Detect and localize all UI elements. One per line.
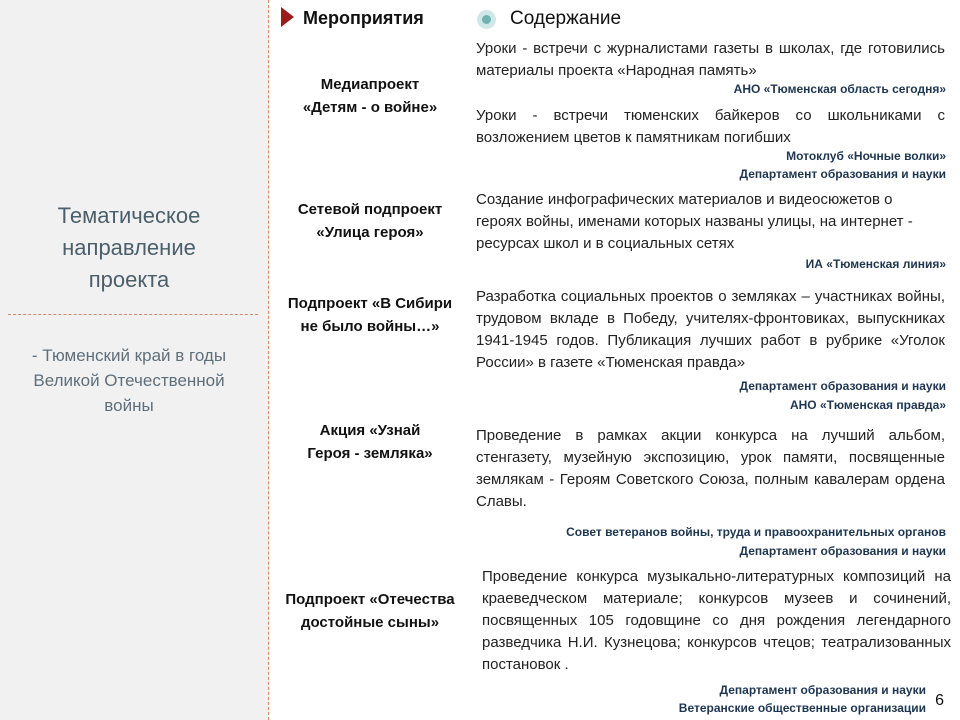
description-journalists: Уроки - встречи с журналистами газеты в школах, где готовились материалы проекта «Народная память» xyxy=(476,40,945,79)
sidebar-divider xyxy=(8,314,258,315)
event-worthy-sons: Подпроект «Отечества достойные сыны» xyxy=(285,591,455,631)
event-hero-action: Акция «Узнай Героя - земляка» xyxy=(307,422,433,462)
org-veteran-organizations: Ветеранские общественные организации xyxy=(678,701,926,715)
events-column-header: Мероприятия xyxy=(303,8,424,28)
org-tyumen-pravda: АНО «Тюменская правда» xyxy=(789,398,946,412)
description-infographics: Создание инфографических материалов и видеосюжетов о героях войны, именами которых названы улицы, на интернет - ресурсах школ и в социальных сетях xyxy=(476,191,913,252)
arrow-marker-icon xyxy=(281,7,294,27)
content-column-header: Содержание xyxy=(510,8,622,29)
org-education-dept: Департамент образования и науки xyxy=(739,379,946,393)
org-education-dept: Департамент образования и науки xyxy=(739,544,946,558)
org-veterans-council: Совет ветеранов войны, труда и правоохранительных органов xyxy=(566,525,946,539)
description-album-contest: Проведение в рамках акции конкурса на лучший альбом, стенгазету, музейную экспозицию, урок памяти, посвященные землякам - Героям Советского Союза, полным кавалерам ордена Славы. xyxy=(476,427,945,510)
theme-title: Тематическое направление проекта xyxy=(57,203,201,292)
description-social-projects: Разработка социальных проектов о земляках – участниках войны, трудовом вкладе в Победу, учителях-фронтовиках, выпускниках 1941-1945 годов. Публикация лучших работ в рубрике «Уголок России» в газете «Тюменская правда» xyxy=(476,288,945,371)
event-hero-street: Сетевой подпроект «Улица героя» xyxy=(297,201,443,241)
page-number: 6 xyxy=(935,692,944,709)
org-night-wolves: Мотоклуб «Ночные волки» xyxy=(786,149,946,163)
org-education-dept: Департамент образования и науки xyxy=(739,167,946,181)
theme-subtitle: - Тюменский край в годы Великой Отечественной войны xyxy=(31,346,227,415)
description-music-contest: Проведение конкурса музыкально-литературных композиций на краеведческом материале; конкурсов музеев и сочинений, посвященных 105 годовщине со дня рождения легендарного разведчика Н.И. Кузнецова; конкурсов чтецов; театрализованных постановок . xyxy=(482,568,951,673)
bullet-circle-icon xyxy=(477,10,496,29)
org-education-dept: Департамент образования и науки xyxy=(719,683,926,697)
org-tyumen-today: АНО «Тюменская область сегодня» xyxy=(733,82,946,96)
org-tyumen-line: ИА «Тюменская линия» xyxy=(805,257,946,271)
description-bikers: Уроки - встречи тюменских байкеров со школьниками с возложением цветов к памятникам погибших xyxy=(476,107,945,146)
event-siberia: Подпроект «В Сибири не было войны…» xyxy=(287,295,453,335)
event-media-project: Медиапроект «Детям - о войне» xyxy=(302,76,438,116)
sidebar-border xyxy=(268,0,269,720)
